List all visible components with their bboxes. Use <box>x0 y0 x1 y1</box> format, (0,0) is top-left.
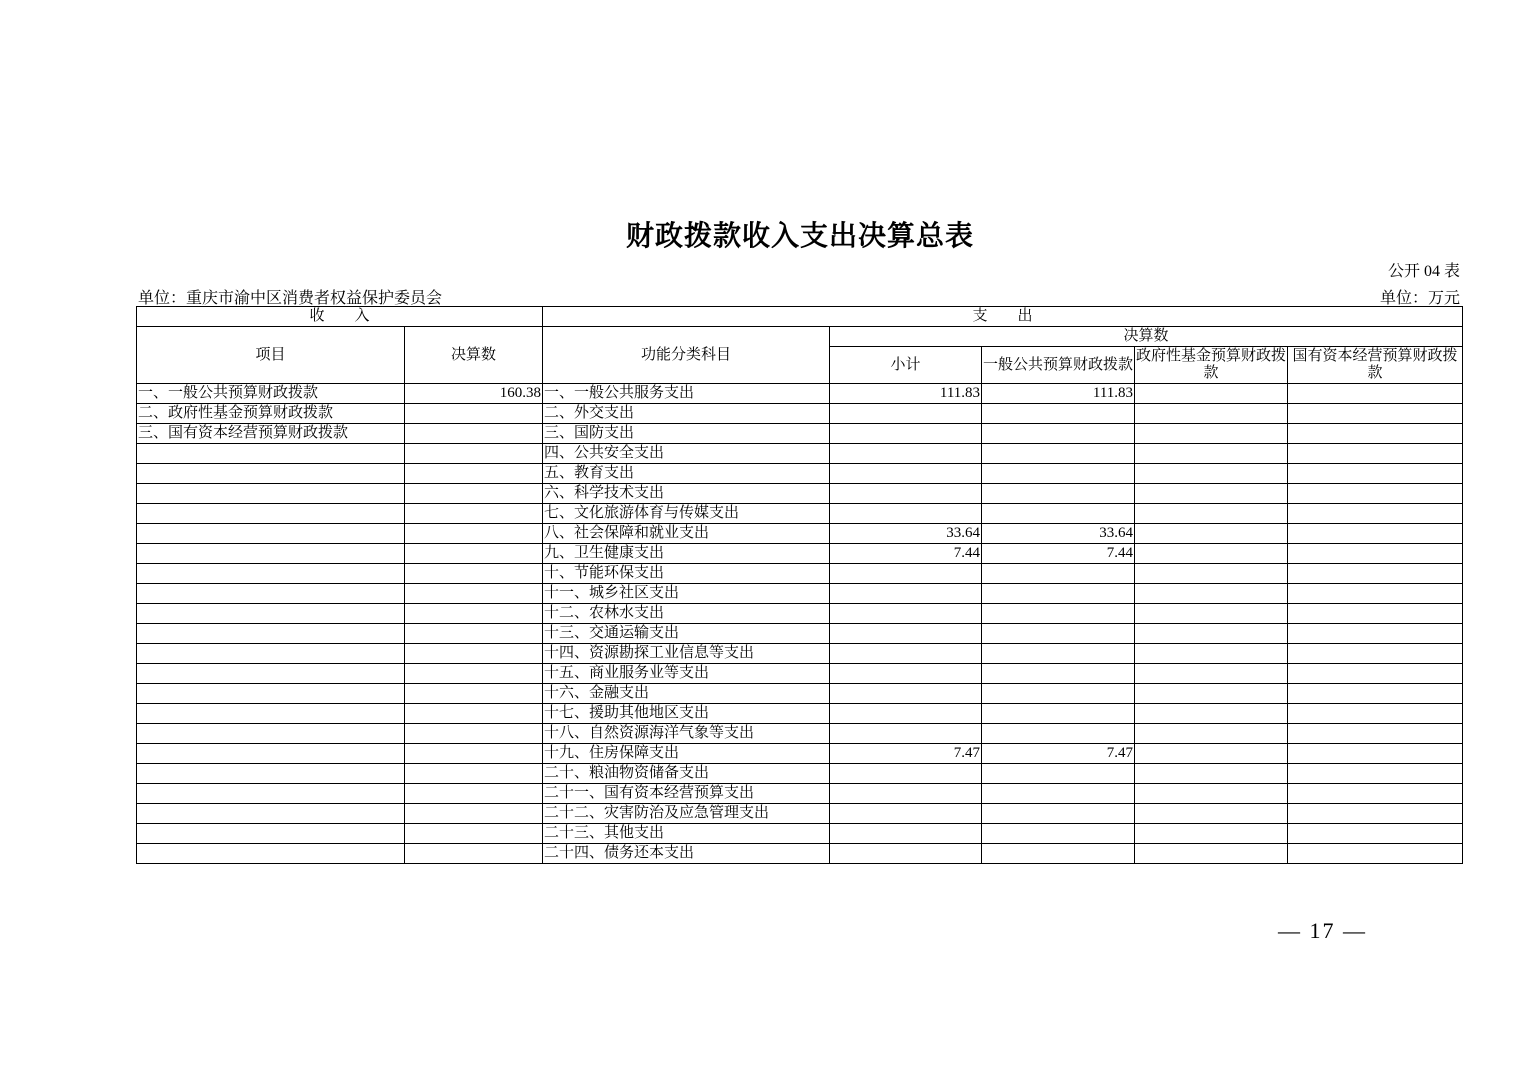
state-capital-header: 国有资本经营预算财政拨款 <box>1288 347 1463 384</box>
table-row <box>137 564 1463 584</box>
table-row <box>137 504 1463 524</box>
income-item-cell <box>137 724 405 744</box>
income-amount-cell <box>405 744 543 764</box>
gov-fund-cell <box>1135 624 1288 644</box>
subtotal-cell <box>830 584 982 604</box>
income-amount-cell <box>405 704 543 724</box>
general-budget-cell <box>982 604 1135 624</box>
income-item-cell <box>137 444 405 464</box>
category-cell: 十七、援助其他地区支出 <box>543 704 830 724</box>
table-row <box>137 464 1463 484</box>
general-budget-cell <box>982 844 1135 864</box>
income-amount-cell <box>405 424 543 444</box>
income-amount-cell <box>405 544 543 564</box>
state-capital-cell <box>1288 384 1463 404</box>
general-budget-cell <box>982 664 1135 684</box>
general-budget-cell <box>982 484 1135 504</box>
income-amount-cell <box>405 844 543 864</box>
state-capital-cell <box>1288 464 1463 484</box>
income-item-cell <box>137 584 405 604</box>
gov-fund-cell <box>1135 704 1288 724</box>
gov-fund-cell <box>1135 824 1288 844</box>
category-cell: 二十一、国有资本经营预算支出 <box>543 784 830 804</box>
gov-fund-cell <box>1135 644 1288 664</box>
state-capital-cell <box>1288 784 1463 804</box>
gov-fund-cell <box>1135 784 1288 804</box>
category-cell: 六、科学技术支出 <box>543 484 830 504</box>
category-cell: 十二、农林水支出 <box>543 604 830 624</box>
general-budget-cell <box>982 644 1135 664</box>
category-cell: 二、外交支出 <box>543 404 830 424</box>
table-row <box>137 584 1463 604</box>
general-budget-cell <box>982 404 1135 424</box>
item-header: 项目 <box>137 327 405 384</box>
gov-fund-cell <box>1135 424 1288 444</box>
income-amount-cell <box>405 584 543 604</box>
general-budget-cell: 33.64 <box>982 524 1135 544</box>
subtotal-cell <box>830 604 982 624</box>
income-item-cell <box>137 684 405 704</box>
gov-fund-cell <box>1135 804 1288 824</box>
gov-fund-cell <box>1135 844 1288 864</box>
general-budget-cell <box>982 724 1135 744</box>
category-cell: 二十、粮油物资储备支出 <box>543 764 830 784</box>
subtotal-cell <box>830 804 982 824</box>
income-item-cell <box>137 544 405 564</box>
general-budget-cell <box>982 564 1135 584</box>
state-capital-cell <box>1288 624 1463 644</box>
income-amount-cell <box>405 684 543 704</box>
income-amount-cell <box>405 604 543 624</box>
income-item-cell <box>137 664 405 684</box>
income-item-cell <box>137 784 405 804</box>
general-budget-cell: 111.83 <box>982 384 1135 404</box>
income-item-cell: 二、政府性基金预算财政拨款 <box>137 404 405 424</box>
gov-fund-cell <box>1135 684 1288 704</box>
income-item-cell <box>137 804 405 824</box>
function-category-header: 功能分类科目 <box>543 327 830 384</box>
income-amount-cell <box>405 464 543 484</box>
state-capital-cell <box>1288 524 1463 544</box>
form-number: 公开 04 表 <box>1387 263 1460 280</box>
general-budget-cell: 7.44 <box>982 544 1135 564</box>
income-amount-cell <box>405 624 543 644</box>
income-amount-cell <box>405 404 543 424</box>
header-row-1 <box>137 307 1463 327</box>
income-item-cell <box>137 604 405 624</box>
table-row <box>137 484 1463 504</box>
category-cell: 十三、交通运输支出 <box>543 624 830 644</box>
category-cell: 八、社会保障和就业支出 <box>543 524 830 544</box>
table-row <box>137 684 1463 704</box>
state-capital-cell <box>1288 604 1463 624</box>
page-number: — 17 — <box>1278 918 1367 943</box>
general-budget-cell <box>982 704 1135 724</box>
income-item-cell <box>137 524 405 544</box>
subtotal-cell <box>830 504 982 524</box>
income-item-cell <box>137 484 405 504</box>
table-row <box>137 744 1463 764</box>
income-amount-cell <box>405 764 543 784</box>
subtotal-cell <box>830 764 982 784</box>
table-row <box>137 704 1463 724</box>
income-amount-cell <box>405 664 543 684</box>
expense-header: 支 出 <box>543 307 1463 327</box>
state-capital-cell <box>1288 564 1463 584</box>
general-budget-cell <box>982 824 1135 844</box>
table-row <box>137 624 1463 644</box>
income-item-cell: 三、国有资本经营预算财政拨款 <box>137 424 405 444</box>
table-row <box>137 664 1463 684</box>
table-row <box>137 444 1463 464</box>
subtotal-cell: 7.47 <box>830 744 982 764</box>
gov-fund-cell <box>1135 764 1288 784</box>
final-amount-group-header: 决算数 <box>830 327 1463 347</box>
state-capital-cell <box>1288 824 1463 844</box>
category-cell: 十五、商业服务业等支出 <box>543 664 830 684</box>
category-cell: 十九、住房保障支出 <box>543 744 830 764</box>
header-row-2 <box>137 327 1463 347</box>
gov-fund-cell <box>1135 664 1288 684</box>
general-budget-cell <box>982 424 1135 444</box>
unit-organization: 单位：重庆市渝中区消费者权益保护委员会 <box>138 290 443 307</box>
state-capital-cell <box>1288 484 1463 504</box>
income-item-cell <box>137 464 405 484</box>
income-amount-cell <box>405 484 543 504</box>
gov-fund-cell <box>1135 744 1288 764</box>
gov-fund-cell <box>1135 724 1288 744</box>
gov-fund-cell <box>1135 524 1288 544</box>
general-budget-cell <box>982 624 1135 644</box>
category-cell: 十、节能环保支出 <box>543 564 830 584</box>
income-item-cell <box>137 504 405 524</box>
income-amount-cell: 160.38 <box>405 384 543 404</box>
state-capital-cell <box>1288 764 1463 784</box>
subtotal-cell <box>830 704 982 724</box>
gov-fund-cell <box>1135 404 1288 424</box>
state-capital-cell <box>1288 744 1463 764</box>
state-capital-cell <box>1288 444 1463 464</box>
income-item-cell <box>137 844 405 864</box>
table-row <box>137 384 1463 404</box>
table-row <box>137 784 1463 804</box>
state-capital-cell <box>1288 644 1463 664</box>
state-capital-cell <box>1288 664 1463 684</box>
state-capital-cell <box>1288 424 1463 444</box>
final-accounts-table <box>136 306 1463 864</box>
subtotal-cell <box>830 784 982 804</box>
subtotal-cell: 111.83 <box>830 384 982 404</box>
table-row <box>137 524 1463 544</box>
subtotal-cell <box>830 444 982 464</box>
income-amount-cell <box>405 444 543 464</box>
subtotal-cell <box>830 464 982 484</box>
general-budget-header: 一般公共预算财政拨款 <box>982 347 1135 384</box>
table-row <box>137 424 1463 444</box>
category-cell: 一、一般公共服务支出 <box>543 384 830 404</box>
general-budget-cell <box>982 444 1135 464</box>
gov-fund-cell <box>1135 484 1288 504</box>
subtotal-cell <box>830 404 982 424</box>
state-capital-cell <box>1288 804 1463 824</box>
general-budget-cell <box>982 684 1135 704</box>
subtotal-cell <box>830 824 982 844</box>
category-cell: 十八、自然资源海洋气象等支出 <box>543 724 830 744</box>
gov-fund-cell <box>1135 584 1288 604</box>
income-amount-cell <box>405 784 543 804</box>
income-amount-cell <box>405 724 543 744</box>
table-row <box>137 844 1463 864</box>
category-cell: 十一、城乡社区支出 <box>543 584 830 604</box>
category-cell: 二十二、灾害防治及应急管理支出 <box>543 804 830 824</box>
subtotal-cell: 33.64 <box>830 524 982 544</box>
gov-fund-cell <box>1135 464 1288 484</box>
category-cell: 四、公共安全支出 <box>543 444 830 464</box>
subtotal-cell <box>830 844 982 864</box>
general-budget-cell: 7.47 <box>982 744 1135 764</box>
gov-fund-cell <box>1135 444 1288 464</box>
gov-fund-cell <box>1135 564 1288 584</box>
category-cell: 十四、资源勘探工业信息等支出 <box>543 644 830 664</box>
general-budget-cell <box>982 584 1135 604</box>
general-budget-cell <box>982 784 1135 804</box>
general-budget-cell <box>982 764 1135 784</box>
category-cell: 九、卫生健康支出 <box>543 544 830 564</box>
income-item-cell <box>137 744 405 764</box>
income-amount-cell <box>405 564 543 584</box>
gov-fund-cell <box>1135 504 1288 524</box>
subtotal-header: 小计 <box>830 347 982 384</box>
subtotal-cell <box>830 564 982 584</box>
table-row <box>137 604 1463 624</box>
gov-fund-cell <box>1135 544 1288 564</box>
table-row <box>137 804 1463 824</box>
state-capital-cell <box>1288 844 1463 864</box>
general-budget-cell <box>982 504 1135 524</box>
general-budget-cell <box>982 804 1135 824</box>
income-amount-cell <box>405 824 543 844</box>
general-budget-cell <box>982 464 1135 484</box>
state-capital-cell <box>1288 504 1463 524</box>
subtotal-cell <box>830 684 982 704</box>
subtotal-cell: 7.44 <box>830 544 982 564</box>
category-cell: 七、文化旅游体育与传媒支出 <box>543 504 830 524</box>
income-item-cell <box>137 764 405 784</box>
final-amount-header: 决算数 <box>405 327 543 384</box>
income-amount-cell <box>405 524 543 544</box>
gov-fund-header: 政府性基金预算财政拨款 <box>1135 347 1288 384</box>
state-capital-cell <box>1288 704 1463 724</box>
income-item-cell <box>137 824 405 844</box>
gov-fund-cell <box>1135 384 1288 404</box>
income-item-cell <box>137 704 405 724</box>
category-cell: 二十三、其他支出 <box>543 824 830 844</box>
state-capital-cell <box>1288 544 1463 564</box>
income-item-cell <box>137 624 405 644</box>
category-cell: 五、教育支出 <box>543 464 830 484</box>
unit-currency: 单位：万元 <box>1379 290 1460 307</box>
state-capital-cell <box>1288 404 1463 424</box>
state-capital-cell <box>1288 584 1463 604</box>
state-capital-cell <box>1288 724 1463 744</box>
table-row <box>137 404 1463 424</box>
subtotal-cell <box>830 724 982 744</box>
subtotal-cell <box>830 644 982 664</box>
state-capital-cell <box>1288 684 1463 704</box>
income-item-cell: 一、一般公共预算财政拨款 <box>137 384 405 404</box>
table-row <box>137 724 1463 744</box>
gov-fund-cell <box>1135 604 1288 624</box>
table-row <box>137 544 1463 564</box>
income-amount-cell <box>405 504 543 524</box>
income-amount-cell <box>405 644 543 664</box>
category-cell: 三、国防支出 <box>543 424 830 444</box>
income-item-cell <box>137 564 405 584</box>
income-header: 收 入 <box>137 307 543 327</box>
subtotal-cell <box>830 664 982 684</box>
subtotal-cell <box>830 624 982 644</box>
income-amount-cell <box>405 804 543 824</box>
table-row <box>137 644 1463 664</box>
table-row <box>137 824 1463 844</box>
income-item-cell <box>137 644 405 664</box>
page-title: 财政拨款收入支出决算总表 <box>625 221 974 252</box>
table-row <box>137 764 1463 784</box>
category-cell: 二十四、债务还本支出 <box>543 844 830 864</box>
category-cell: 十六、金融支出 <box>543 684 830 704</box>
subtotal-cell <box>830 424 982 444</box>
subtotal-cell <box>830 484 982 504</box>
